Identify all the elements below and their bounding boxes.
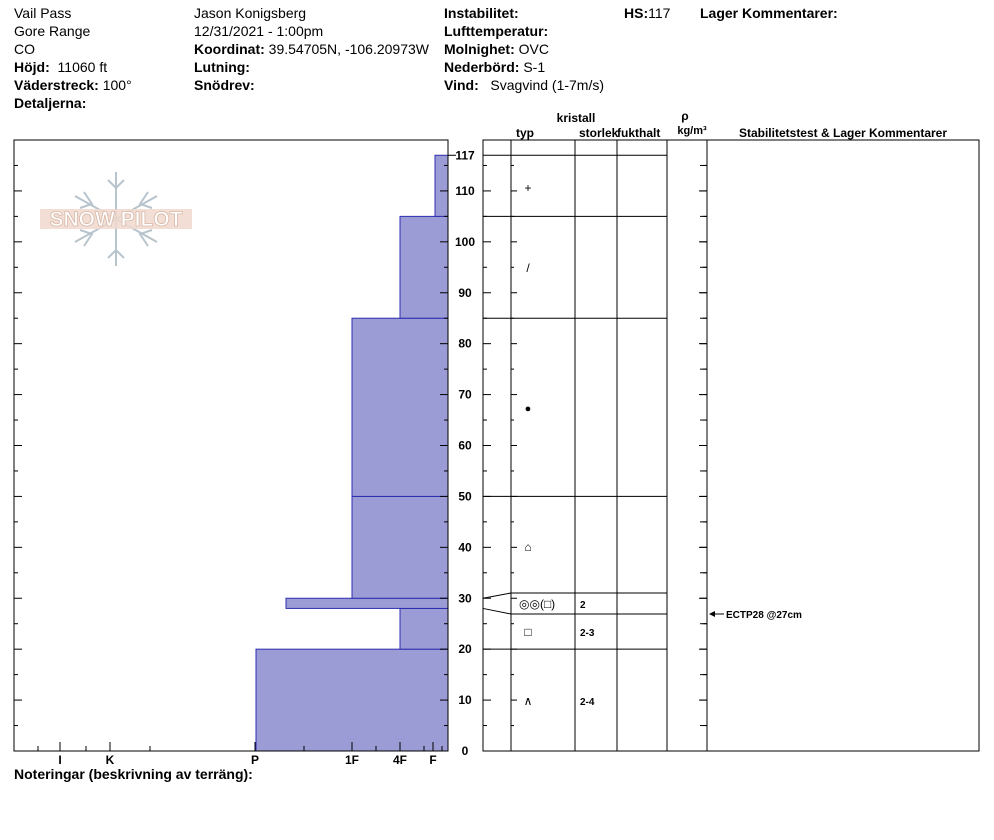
- x-tick-label-F: F: [429, 753, 437, 767]
- instability-label: Instabilitet:: [444, 5, 519, 21]
- hardness-bar-1: [400, 608, 448, 649]
- elevation-value: 11060 ft: [57, 59, 108, 75]
- col-header-density-unit: kg/m³: [677, 125, 707, 137]
- coord-label: Koordinat:: [194, 41, 265, 57]
- x-tick-label-K: K: [105, 753, 115, 767]
- hardness-bar-3: [352, 496, 448, 598]
- precip-label: Nederbörd:: [444, 59, 520, 75]
- sky-label: Molnighet:: [444, 41, 515, 57]
- x-tick-label-4F: 4F: [392, 753, 408, 767]
- y-tick-label-117: 117: [455, 148, 475, 163]
- test-arrowhead-0: [709, 611, 715, 617]
- hs-label: HS:: [624, 5, 649, 21]
- y-tick-label-10: 10: [458, 693, 472, 708]
- datetime: 12/31/2021 - 1:00pm: [194, 23, 324, 39]
- hardness-bar-4: [352, 318, 448, 496]
- aspect-label: Väderstreck:: [14, 77, 99, 93]
- hs-value: 117: [648, 5, 671, 21]
- layer-comments-heading: Lager Kommentarer:: [700, 5, 838, 21]
- state: CO: [14, 41, 35, 57]
- range: Gore Range: [14, 23, 91, 39]
- y-tick-label-80: 80: [458, 336, 472, 351]
- layer-table-frame: [483, 140, 979, 751]
- hardness-bar-6: [435, 155, 448, 216]
- layer-size-6: 2-4: [580, 697, 595, 708]
- layer-symbol-4: ◎◎(□): [519, 597, 556, 611]
- airtemp-label: Lufttemperatur:: [444, 23, 549, 39]
- col-header-rho: ρ: [681, 109, 689, 123]
- sky-value: OVC: [518, 41, 549, 57]
- aspect-value: 100°: [102, 77, 132, 93]
- wind-value: Svagvind (1-7m/s): [490, 77, 605, 93]
- layer-symbol-5: □: [524, 625, 532, 639]
- y-tick-label-20: 20: [458, 642, 472, 657]
- watermark-text: SNOW PILOT: [49, 208, 183, 231]
- details-label: Detaljerna:: [14, 95, 87, 111]
- slope-label: Lutning:: [194, 59, 250, 75]
- layer-size-5: 2-3: [580, 628, 595, 639]
- coord-value: 39.54705N, -106.20973W: [268, 41, 429, 57]
- x-tick-label-I: I: [58, 753, 62, 767]
- x-tick-label-1F: 1F: [344, 753, 360, 767]
- y-tick-label-100: 100: [454, 234, 476, 249]
- col-header-type: typ: [516, 126, 534, 140]
- notes-label: Noteringar (beskrivning av terräng):: [14, 766, 253, 782]
- layer-connector-27: [483, 608, 511, 614]
- snowpilot-logo: [40, 172, 192, 266]
- col-header-moisture: fukthalt: [617, 126, 661, 140]
- x-tick-label-P: P: [250, 753, 260, 767]
- layer-connector-31: [483, 593, 511, 598]
- layer-symbol-3: ⌂: [524, 540, 532, 554]
- location: Vail Pass: [14, 5, 72, 21]
- hardness-bar-2: [286, 598, 448, 608]
- col-header-crystal: kristall: [556, 111, 596, 125]
- drift-label: Snödrev:: [194, 77, 255, 93]
- elevation-label: Höjd:: [14, 59, 50, 75]
- y-tick-label-60: 60: [458, 438, 472, 453]
- y-tick-label-90: 90: [458, 285, 472, 300]
- test-label-0: ECTP28 @27cm: [726, 610, 802, 621]
- y-tick-label-40: 40: [458, 540, 472, 555]
- y-tick-label-70: 70: [458, 387, 472, 402]
- y-tick-label-30: 30: [458, 591, 472, 606]
- layer-symbol-6: ∧: [523, 694, 533, 708]
- col-header-size: storlek: [579, 126, 619, 140]
- hardness-bar-0: [256, 649, 448, 751]
- y-tick-label-0: 0: [461, 744, 469, 758]
- wind-label: Vind:: [444, 77, 479, 93]
- y-tick-label-110: 110: [455, 183, 475, 198]
- layer-symbol-0: +: [524, 181, 532, 195]
- observer: Jason Konigsberg: [194, 5, 307, 21]
- hardness-bar-5: [400, 216, 448, 318]
- layer-size-4: 2: [580, 600, 586, 611]
- layer-symbol-2: ●: [524, 403, 532, 415]
- col-header-stability: Stabilitetstest & Lager Kommentarer: [738, 126, 948, 140]
- precip-value: S-1: [523, 59, 546, 75]
- layer-symbol-1: /: [526, 261, 530, 275]
- y-tick-label-50: 50: [458, 489, 472, 504]
